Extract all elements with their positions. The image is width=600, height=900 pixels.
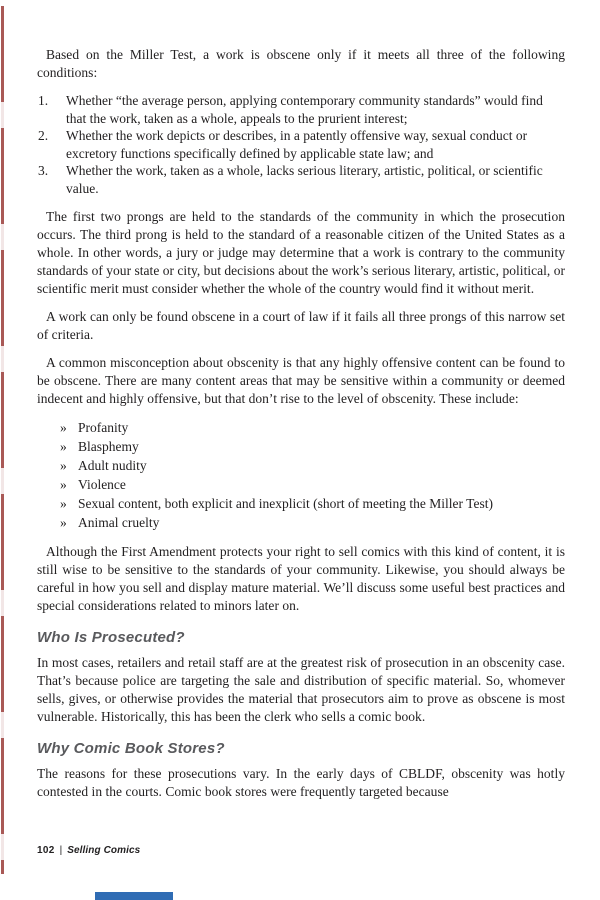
sensitive-content-bullet-list [37, 418, 565, 532]
prongs-paragraph: The first two prongs are held to the standards of the community in which the prosecution occurs. The third prong is held to the standard of a reasonable citizen of the United States as a whole. In other words, a jury or judge may determine that a work is contrary to the community standards of your state or city, but decisions about the work’s serious literary, artistic, political, or scientific merit must consider whether the whole of the country would find it without merit. [37, 209, 565, 296]
bullet-item-text: Sexual content, both explicit and inexplicit (short of meeting the Miller Test) [78, 496, 493, 511]
misconception-paragraph: A common misconception about obscenity is that any highly offensive content can be found to be obscene. There are many content areas that may be sensitive within a community or deemed indecent and highly offensive, but that don’t rise to the level of obscenity. These include: [37, 355, 565, 406]
court-paragraph: A work can only be found obscene in a court of law if it fails all three prongs of this narrow set of criteria. [37, 309, 565, 342]
list-item-text: Whether “the average person, applying contemporary community standards” would find that the work, taken as a whole, appeals to the prurient interest; [66, 93, 543, 126]
bullet-list-item [60, 513, 565, 532]
bullet-list-item [60, 475, 565, 494]
book-title: Selling Comics [67, 845, 141, 856]
section-heading-why-comic-book-stores: Why Comic Book Stores? [37, 740, 225, 757]
bullet-marker: » [60, 515, 67, 530]
bullet-marker: » [60, 420, 67, 435]
list-item-text: Whether the work, taken as a whole, lacks serious literary, artistic, political, or scientific value. [66, 163, 543, 196]
bullet-marker: » [60, 496, 67, 511]
bullet-item-text: Profanity [78, 420, 129, 435]
bullet-item-text: Adult nudity [78, 458, 147, 473]
list-number: 3. [38, 163, 49, 178]
bullet-list-item [60, 456, 565, 475]
bullet-item-text: Blasphemy [78, 439, 139, 454]
list-item-text: Whether the work depicts or describes, in a patently offensive way, sexual conduct or excretory functions specifically defined by applicable state law; and [66, 128, 528, 161]
bottom-blue-bar [95, 892, 173, 900]
who-is-prosecuted-paragraph: In most cases, retailers and retail staff are at the greatest risk of prosecution in an obscenity case. That’s because police are targeting the sale and distribution of specific material. So, whomever sells, gives, or otherwise provides the material that prosecutors aim to prove as obscene is most vulnerable. Historically, this has been the clerk who sells a comic book. [37, 655, 565, 724]
section-heading-who-is-prosecuted: Who Is Prosecuted? [37, 629, 185, 646]
page-footer [37, 845, 140, 856]
bullet-marker: » [60, 458, 67, 473]
numbered-list-item [37, 127, 565, 162]
bullet-marker: » [60, 439, 67, 454]
bullet-list-item [60, 494, 565, 513]
bullet-marker: » [60, 477, 67, 492]
first-amendment-paragraph: Although the First Amendment protects your right to sell comics with this kind of content, it is still wise to be sensitive to the standards of your community. Likewise, you should always be careful in how you sell and display mature material. We’ll discuss some useful best practices and special considerations related to minors later on. [37, 544, 565, 613]
bullet-item-text: Animal cruelty [78, 515, 160, 530]
page-content [37, 46, 565, 811]
numbered-list-item [37, 162, 565, 197]
list-number: 1. [38, 93, 49, 108]
miller-test-numbered-list [37, 92, 565, 197]
bullet-list-item [60, 418, 565, 437]
left-edge-marks [1, 6, 4, 874]
bullet-item-text: Violence [78, 477, 126, 492]
why-comic-book-stores-paragraph: The reasons for these prosecutions vary. In the early days of CBLDF, obscenity was hotly contested in the courts. Comic book stores were frequently targeted because [37, 766, 565, 799]
bullet-list-item [60, 437, 565, 456]
intro-paragraph: Based on the Miller Test, a work is obscene only if it meets all three of the following conditions: [37, 47, 565, 80]
list-number: 2. [38, 128, 49, 143]
numbered-list-item [37, 92, 565, 127]
footer-separator: | [59, 845, 63, 856]
page-number: 102 [37, 845, 55, 856]
